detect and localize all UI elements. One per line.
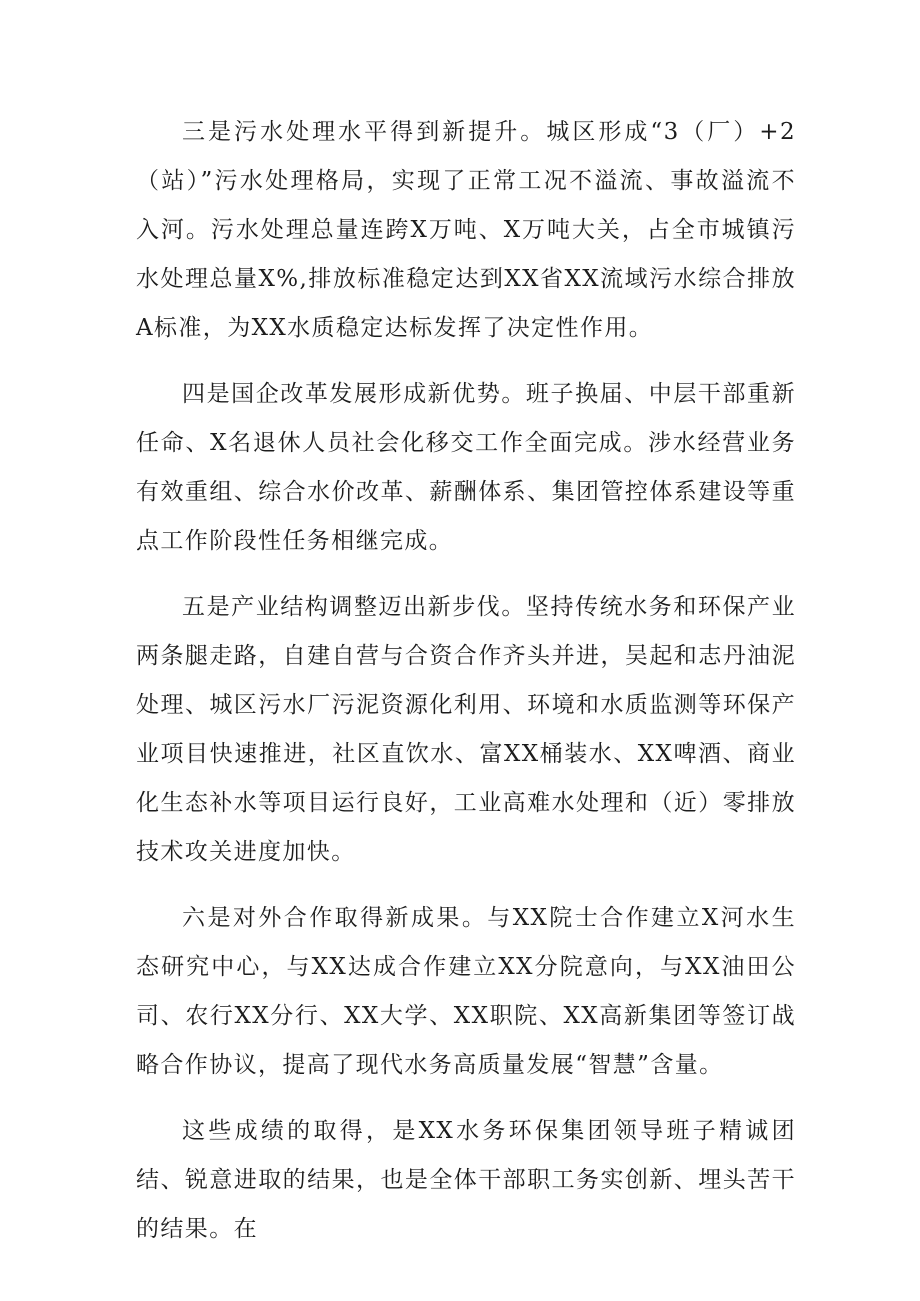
document-body xyxy=(136,108,796,1271)
paragraph-external-cooperation: 六是对外合作取得新成果。与XX院士合作建立X河水生态研究中心，与XX达成合作建立XX分院意向，与XX油田公司、农行XX分行、XX大学、XX职院、XX高新集团等签订战略合作协议，提高了现代水务高质量发展“智慧”含量。 xyxy=(136,905,796,1078)
paragraph-achievements-summary: 这些成绩的取得，是XX水务环保集团领导班子精诚团结、锐意进取的结果，也是全体干部职工务实创新、埋头苦干的结果。在 xyxy=(136,1118,796,1242)
paragraph-soe-reform: 四是国企改革发展形成新优势。班子换届、中层干部重新任命、X名退休人员社会化移交工作全面完成。涉水经营业务有效重组、综合水价改革、薪酬体系、集团管控体系建设等重点工作阶段性任务相继完成。 xyxy=(136,381,796,554)
paragraph-sewage-treatment: 三是污水处理水平得到新提升。城区形成“3（厂）+2（站）”污水处理格局，实现了正常工况不溢流、事故溢流不入河。污水处理总量连跨X万吨、X万吨大关，占全市城镇污水处理总量X%,排放标准稳定达到XX省XX流域污水综合排放A标准，为XX水质稳定达标发挥了决定性作用。 xyxy=(136,119,796,341)
paragraph-industry-restructuring: 五是产业结构调整迈出新步伐。坚持传统水务和环保产业两条腿走路，自建自营与合资合作齐头并进，吴起和志丹油泥处理、城区污水厂污泥资源化利用、环境和水质监测等环保产业项目快速推进，社区直饮水、富XX桶装水、XX啤酒、商业化生态补水等项目运行良好，工业高难水处理和（近）零排放技术攻关进度加快。 xyxy=(136,594,796,865)
